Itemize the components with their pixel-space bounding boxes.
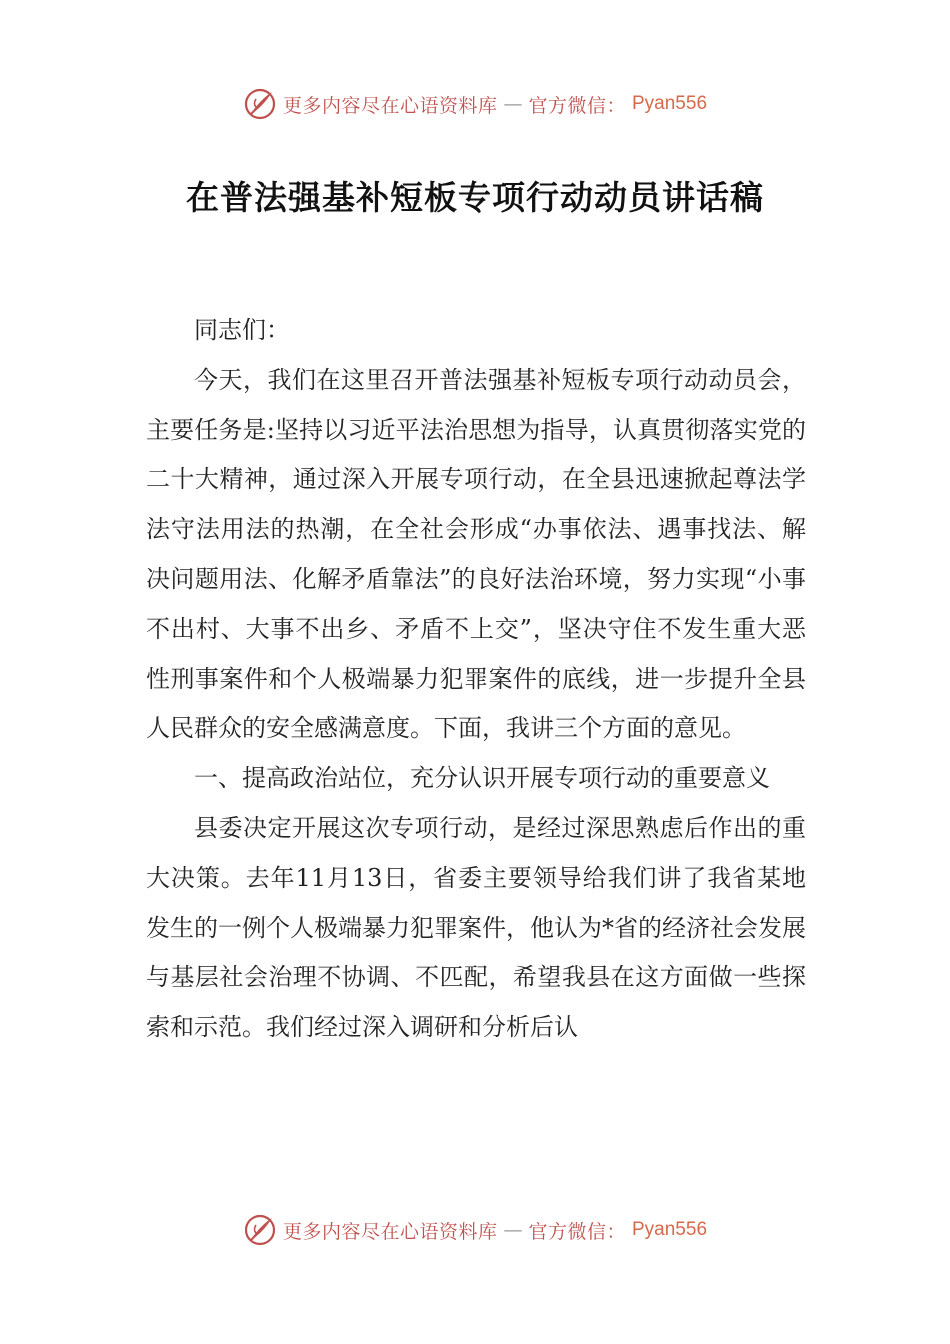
- watermark-label: 官方微信：: [528, 94, 626, 117]
- watermark-label: 官方微信：: [528, 1220, 626, 1243]
- quill-logo-icon: [243, 1213, 277, 1247]
- watermark-wechat-id: Pyan556: [632, 93, 708, 114]
- document-title: 在普法强基补短板专项行动动员讲话稿: [186, 178, 764, 217]
- paragraph-opening: 今天，我们在这里召开普法强基补短板专项行动动员会，主要任务是:坚持以习近平法治思想为指导，认真贯彻落实党的二十大精神，通过深入开展专项行动，在全县迅速掀起尊法学法守法用法的热潮，在全社会形成“办事依法、遇事找法、解决问题用法、化解矛盾靠法”的良好法治环境，努力实现“小事不出村、大事不出乡、矛盾不上交”，坚决守住不发生重大恶性刑事案件和个人极端暴力犯罪案件的底线，进一步提升全县人民群众的安全感满意度。下面，我讲三个方面的意见。: [146, 365, 806, 743]
- watermark-wechat-id: Pyan556: [632, 1219, 708, 1240]
- paragraph-salutation: 同志们：: [194, 316, 290, 344]
- watermark-text: 更多内容尽在心语资料库: [282, 1220, 498, 1243]
- watermark-separator: —: [503, 93, 523, 115]
- quill-logo-icon: [243, 87, 277, 121]
- document-body: [146, 306, 806, 1053]
- paragraph-section-1: 县委决定开展这次专项行动，是经过深思熟虑后作出的重大决策。去年11月13日，省委主要领导给我们讲了我省某地发生的一例个人极端暴力犯罪案件，他认为*省的经济社会发展与基层社会治理不协调、不匹配，希望我县在这方面做一些探索和示范。我们经过深入调研和分析后认: [146, 813, 806, 1042]
- header-watermark: [0, 84, 950, 124]
- watermark-separator: —: [503, 1219, 523, 1241]
- section-heading-1: 一、提高政治站位，充分认识开展专项行动的重要意义: [194, 764, 770, 793]
- watermark-text: 更多内容尽在心语资料库: [282, 94, 498, 117]
- footer-watermark: [0, 1210, 950, 1250]
